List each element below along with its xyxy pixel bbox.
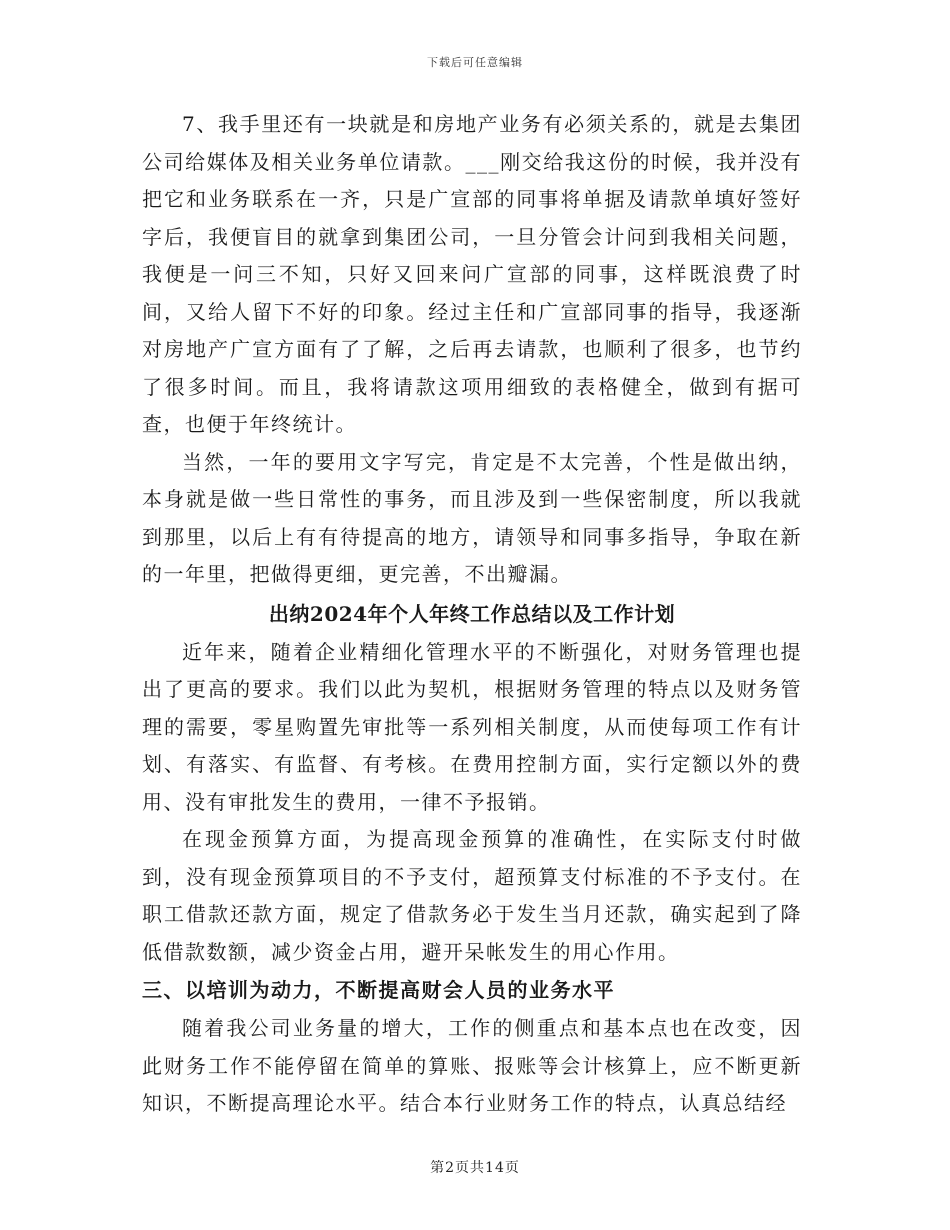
section-heading: 三、以培训为动力，不断提高财会人员的业务水平 bbox=[142, 978, 615, 1002]
paragraph-closing: 当然，一年的要用文字写完，肯定是不太完善，个性是做出纳，本身就是做一些日常性的事务，而且涉及到一些保密制度，所以我就到那里，以后上有有待提高的地方，请领导和同事多指导，争取在新的一年里，把做得更细，更完善，不出瓣漏。 bbox=[142, 449, 802, 586]
paragraph-cash-budget: 在现金预算方面，为提高现金预算的准确性，在实际支付时做到，没有现金预算项目的不予支付，超预算支付标准的不予支付。在职工借款还款方面，规定了借款务必于发生当月还款，确实起到了降低借款数额，减少资金占用，避开呆帐发生的用心作用。 bbox=[142, 827, 802, 964]
page-header: 下载后可任意编辑 bbox=[427, 56, 523, 69]
paragraph-item-7: 7、我手里还有一块就是和房地产业务有必须关系的，就是去集团公司给媒体及相关业务单位请款。___刚交给我这份的时候，我并没有把它和业务联系在一齐，只是广宣部的同事将单据及请款单填好签好字后，我便盲目的就拿到集团公司，一旦分管会计问到我相关问题，我便是一问三不知，只好又回来问广宣部的同事，这样既浪费了时间，又给人留下不好的印象。经过主任和广宣部同事的指导，我逐渐对房地产广宣方面有了了解，之后再去请款，也顺利了很多，也节约了很多时间。而且，我将请款这项用细致的表格健全，做到有据可查，也便于年终统计。 bbox=[142, 112, 802, 436]
paragraph-training: 随着我公司业务量的增大，工作的侧重点和基本点也在改变，因此财务工作不能停留在简单的算账、报账等会计核算上，应不断更新知识，不断提高理论水平。结合本行业财务工作的特点，认真总结经 bbox=[142, 1016, 802, 1115]
document-title: 出纳2024年个人年终工作总结以及工作计划 bbox=[268, 601, 676, 626]
page-number: 第2页共14页 bbox=[430, 1160, 520, 1176]
paragraph-intro: 近年来，随着企业精细化管理水平的不断强化，对财务管理也提出了更高的要求。我们以此为契机，根据财务管理的特点以及财务管理的需要，零星购置先审批等一系列相关制度，从而使每项工作有计划、有落实、有监督、有考核。在费用控制方面，实行定额以外的费用、没有审批发生的费用，一律不予报销。 bbox=[142, 639, 802, 814]
document-body bbox=[142, 106, 802, 1123]
